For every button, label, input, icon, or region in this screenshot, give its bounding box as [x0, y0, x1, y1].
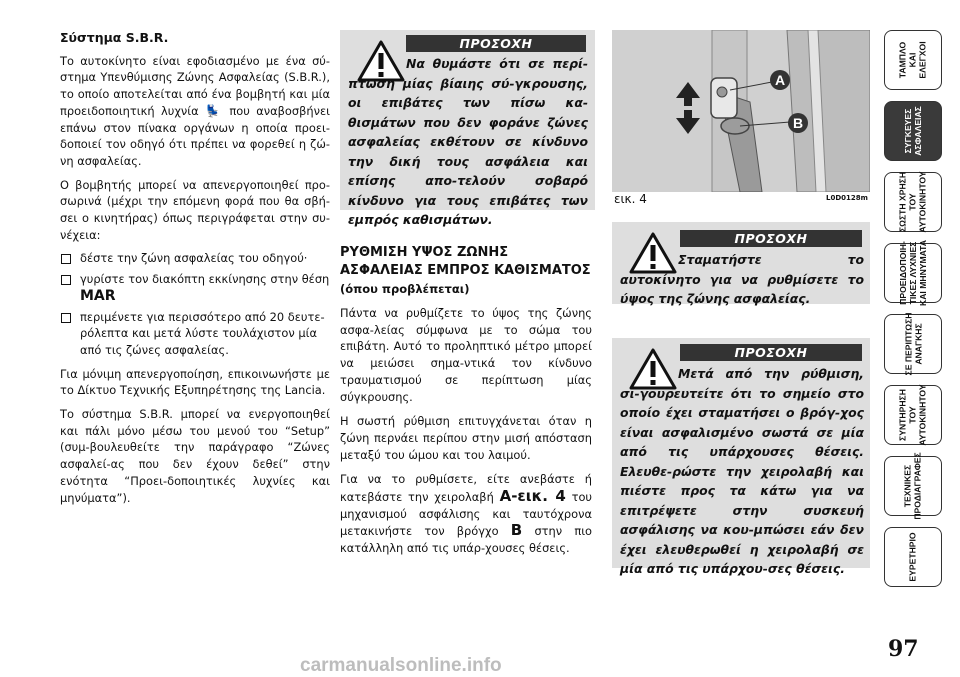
- sbr-intro-text-a: Το αυτοκίνητο είναι εφοδιασμένο με ένα σύ-στημα Υπενθύμισης Ζώνης Ασφαλείας (S.B.R.), το οποίο αποτελείται από ένα βομβητή και μία προειδοποιητική λυχνία: [60, 53, 330, 118]
- ignition-position-mar: MAR: [80, 287, 116, 304]
- paragraph-adjust-height: Πάντα να ρυθμίζετε το ύψος της ζώνης ασφα-λείας σύμφωνα με το σώμα του επιβάτη. Αυτό το προληπτικό μέτρο μπορεί να μειώσει σημα-ντικά τον κίνδυνο τραυματισμού σε περίπτωση μίας σύγκρουσης.: [340, 306, 592, 404]
- tab-label: ΣΕ ΠΕΡΙΠΤΩΣΗ ΑΝΑΓΚΗΣ: [903, 312, 924, 376]
- paragraph-sbr-intro: [60, 53, 330, 170]
- paragraph-reactivation: Το σύστημα S.B.R. μπορεί να ενεργοποιηθεί και πάλι μόνο μέσω του μενού του “Setup” (συμ-βουλευθείτε την παράγραφο “Ζώνες ασφαλεί-ας που δεν έχουν δεθεί” στην ενότητα “Προει-δοποιητικές λυχνίες και μηνύματα”).: [60, 407, 330, 505]
- how-to-text-c: στην πιο κατάλληλη από τις υπάρ-χουσες θέσεις.: [340, 524, 593, 556]
- heading-main: ΡΥΘΜΙΣΗ ΥΨΟΣ ΖΩΝΗΣ ΑΣΦΑΛΕΙΑΣ ΕΜΠΡΟΣ ΚΑΘΙΣΜΑΤΟΣ: [340, 245, 591, 278]
- footer-watermark: carmanualsonline.info: [300, 655, 502, 676]
- tab-emergency[interactable]: [884, 314, 942, 374]
- list-item: δέστε την ζώνη ασφαλείας του οδηγού·: [60, 250, 330, 267]
- step-ignition-text: γυρίστε τον διακόπτη εκκίνησης στην θέση: [80, 272, 330, 287]
- figure-belt-adjuster: [612, 30, 870, 192]
- warning-header: ΠΡΟΣΟΧΗ: [680, 230, 862, 247]
- tab-label: ΤΕΧΝΙΚΕΣ ΠΡΟΔΙΑΓΡΑΦΕΣ: [903, 452, 923, 520]
- warning-box-stop-vehicle: [612, 222, 870, 304]
- loop-reference-b: B: [510, 521, 523, 540]
- heading-subtitle: (όπου προβλέπεται): [340, 282, 470, 296]
- sbr-intro-text-b: που αναβοσβήνει επάνω στον πίνακα οργάνων η οποία προει-δοποιεί τον οδηγό ότι πρέπει να φορεθεί η ζώ-νη ασφαλείας.: [60, 103, 330, 168]
- paragraph-how-to-adjust: [340, 471, 592, 557]
- paragraph-permanent-deactivation: Για μόνιμη απενεργοποίηση, επικοινωνήστε με το Δίκτυο Τεχνικής Εξυπηρέτησης της Lancia.: [60, 366, 330, 398]
- warning-header: ΠΡΟΣΟΧΗ: [406, 35, 586, 52]
- figure-code: L0D0128m: [826, 194, 868, 202]
- belt-adjuster-illustration: [612, 30, 870, 192]
- seatbelt-warning-icon: 💺: [205, 103, 223, 118]
- column-sbr: [60, 30, 330, 513]
- figure-caption: εικ. 4: [614, 192, 647, 206]
- list-item: περιμένετε για περισσότερο από 20 δευτε-ρόλεπτα και μετά λύστε τουλάχιστον μία από τις ζώνες ασφαλείας.: [60, 309, 330, 359]
- tab-label: ΠΡΟΕΙΔΟΠΟΙΗ- ΤΙΚΕΣ ΛΥΧΝΙΕΣ ΚΑΙ ΜΗΝΥΜΑΤΑ: [898, 240, 928, 306]
- tab-label: ΤΑΜΠΛΟ ΚΑΙ ΕΛΕΓΧΟΙ: [897, 41, 928, 79]
- page-number: 97: [888, 636, 919, 662]
- tab-index[interactable]: [884, 527, 942, 587]
- tab-technical-specs[interactable]: [884, 452, 942, 520]
- tab-label: ΕΥΡΕΤΗΡΙΟ: [908, 532, 918, 582]
- tab-label: ΣΥΝΤΗΡΗΣΗ ΤΟΥ ΑΥΤΟΚΙΝΗΤΟΥ: [898, 384, 928, 446]
- steps-list: [60, 250, 330, 358]
- paragraph-buzzer: Ο βομβητής μπορεί να απενεργοποιηθεί προ-σωρινά (μέχρι την επόμενη φορά που θα σβή-σει ο κινητήρας) όπως περιγράφεται στην συ-νέχεια:: [60, 177, 330, 242]
- list-item: [60, 271, 330, 304]
- warning-text: Να θυμάστε ότι σε περί-πτωση μίας βίαιης σύ-γκρουσης, οι επιβάτες των πίσω κα-θισμάτων που δεν φοράνε ζώνες ασφαλείας εκθέτουν σε κίνδυνο την δική τους ασφάλεια και επίσης απο-τελούν σοβαρό κίνδυνο για τους επιβάτες των εμπρός καθισμάτων.: [348, 56, 588, 227]
- figure-reference-a: A-εικ. 4: [499, 487, 566, 506]
- warning-header: ΠΡΟΣΟΧΗ: [680, 344, 862, 361]
- tab-safety-devices[interactable]: [884, 101, 942, 161]
- warning-text: Μετά από την ρύθμιση, σι-γουρευτείτε ότι το σημείο στο οποίο έχει σταματήσει ο βρόγ-χος είναι ασφαλισμένο σωστά σε μία από τις υπάρχουσες θέσεις. Ελευθε-ρώστε την χειρολαβή και πιέστε προς τα κάτω για να επιτρέψετε στην συσκευή ασφάλισης να κου-μπώσει εάν δεν έχει ελευθερωθεί η χειρολαβή σε μία από τις υπάρχου-σες θέσεις.: [620, 366, 864, 576]
- warning-box-after-adjustment: [612, 338, 870, 576]
- section-heading-belt-height: [340, 244, 592, 299]
- callout-b: B: [792, 115, 804, 131]
- tab-label: ΣΩΣΤΗ ΧΡΗΣΗ ΤΟΥ ΑΥΤΟΚΙΝΗΤΟΥ: [898, 171, 928, 233]
- how-to-text-a: Για να το ρυθμίσετε, είτε ανεβάστε ή κατεβάστε την χειρολαβή: [340, 472, 592, 505]
- tab-dashboard-controls[interactable]: [884, 30, 942, 90]
- callout-a: A: [774, 72, 786, 88]
- how-to-text-b: του μηχανισμού ασφάλισης και ταυτόχρονα μετακινήστε τον βρόγχο: [340, 490, 593, 539]
- warning-text: Σταματήστε το αυτοκίνητο για να ρυθμίσετε το ύψος της ζώνης ασφαλείας.: [620, 252, 864, 306]
- tab-label: ΣΥΓΚΕΥΕΣ ΑΣΦΑΛΕΙΑΣ: [902, 106, 923, 156]
- tab-correct-use[interactable]: [884, 172, 942, 232]
- warning-box-rear-passengers: [340, 30, 595, 227]
- paragraph-correct-adjustment: Η σωστή ρύθμιση επιτυγχάνεται όταν η ζώνη περνάει περίπου στην μισή απόσταση μεταξύ του ώμου και του λαιμού.: [340, 414, 592, 462]
- tab-maintenance[interactable]: [884, 385, 942, 445]
- tab-warning-lights[interactable]: [884, 240, 942, 306]
- section-heading-sbr: Σύστημα S.B.R.: [60, 30, 169, 45]
- column-belt-height: [340, 244, 592, 565]
